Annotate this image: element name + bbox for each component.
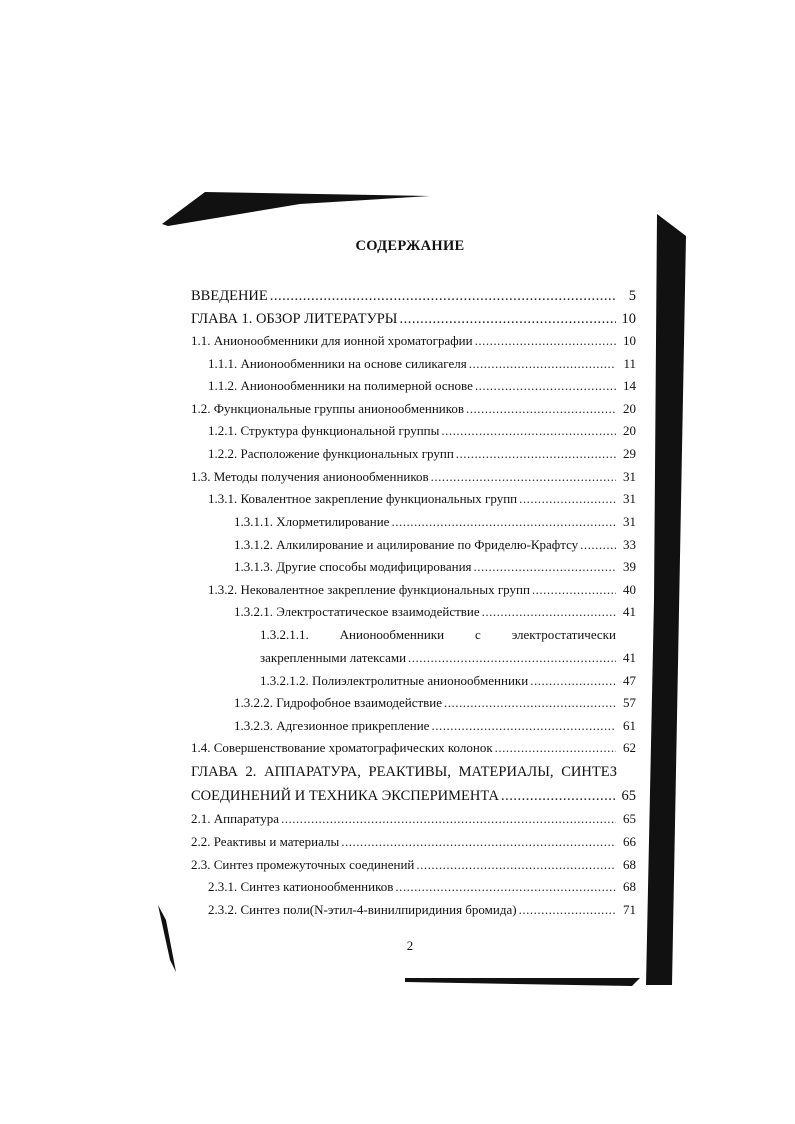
toc-entry-page: 68 xyxy=(623,879,636,894)
left-scan-shadow xyxy=(158,905,176,972)
toc-dot-leader xyxy=(495,738,616,758)
toc-entry-title: 1.3.1.1. Хлорметилирование xyxy=(234,514,390,529)
toc-entry-page: 31 xyxy=(623,469,636,484)
toc-entry-title: 1.3.1.2. Алкилирование и ацилирование по Фриделю-Крафтсу xyxy=(234,537,579,552)
toc-dot-leader xyxy=(391,512,616,532)
toc-entry-page: 41 xyxy=(623,604,636,619)
toc-entry-title: 1.2.1. Структура функциональной группы xyxy=(208,423,440,438)
toc-entry[interactable] xyxy=(234,557,636,577)
toc-entry[interactable] xyxy=(234,512,636,532)
toc-entry-wrapped-line[interactable] xyxy=(191,762,617,782)
toc-entry-page: 66 xyxy=(623,834,636,849)
toc-dot-leader xyxy=(519,900,616,920)
toc-dot-leader xyxy=(532,580,616,600)
toc-dot-leader xyxy=(431,716,616,736)
toc-entry-title: 1.1.1. Анионообменники на основе силикагеля xyxy=(208,356,467,371)
toc-dot-leader xyxy=(416,855,616,875)
toc-entry-page: 10 xyxy=(623,333,636,348)
toc-entry-page: 40 xyxy=(623,582,636,597)
toc-dot-leader xyxy=(469,354,616,374)
toc-word: РЕАКТИВЫ, xyxy=(368,764,451,780)
toc-dot-leader xyxy=(408,648,616,668)
toc-word: электростатически xyxy=(511,627,616,642)
toc-entry-title: 2.3. Синтез промежуточных соединений xyxy=(191,857,415,872)
toc-entry-title: 1.3.2.1.2. Полиэлектролитные анионообменники xyxy=(260,673,529,688)
toc-entry-page: 31 xyxy=(623,491,636,506)
toc-entry-page: 71 xyxy=(623,902,636,917)
toc-entry[interactable] xyxy=(191,786,636,806)
toc-entry[interactable] xyxy=(234,602,636,622)
toc-entry-title: 2.3.2. Синтез поли(N-этил-4-винилпиридиния бромида) xyxy=(208,902,517,917)
top-left-scan-shadow xyxy=(162,192,430,226)
toc-entry[interactable] xyxy=(234,716,636,736)
toc-dot-leader xyxy=(475,331,616,351)
toc-entry[interactable] xyxy=(234,693,636,713)
toc-entry-title: 1.3.2.1. Электростатическое взаимодействие xyxy=(234,604,480,619)
toc-entry[interactable] xyxy=(208,354,636,374)
toc-entry-title: 1.3. Методы получения анионообменников xyxy=(191,469,429,484)
toc-dot-leader xyxy=(444,693,616,713)
toc-entry[interactable] xyxy=(191,855,636,875)
toc-entry[interactable] xyxy=(191,738,636,758)
toc-dot-leader xyxy=(281,809,616,829)
toc-entry[interactable] xyxy=(208,376,636,396)
toc-entry-page: 20 xyxy=(623,423,636,438)
toc-entry-title: 2.1. Аппаратура xyxy=(191,811,280,826)
toc-word: Анионообменники xyxy=(339,627,445,642)
toc-dot-leader xyxy=(474,557,616,577)
toc-entry-page: 11 xyxy=(623,356,636,371)
toc-entry-title: 1.1.2. Анионообменники на полимерной основе xyxy=(208,378,473,393)
toc-entry[interactable] xyxy=(191,309,636,329)
toc-dot-leader xyxy=(441,421,616,441)
toc-entry[interactable] xyxy=(191,832,636,852)
bottom-scan-shadow xyxy=(405,978,640,986)
toc-entry-page: 10 xyxy=(621,311,636,327)
right-scan-shadow xyxy=(646,214,686,985)
toc-entry[interactable] xyxy=(191,331,636,351)
toc-word: ГЛАВА xyxy=(191,764,238,780)
toc-entry-page: 39 xyxy=(623,559,636,574)
toc-dot-leader xyxy=(399,309,616,329)
page-number: 2 xyxy=(406,938,414,953)
toc-dot-leader xyxy=(482,602,616,622)
toc-dot-leader xyxy=(431,467,616,487)
toc-entry-page: 29 xyxy=(623,446,636,461)
toc-entry-page: 57 xyxy=(623,695,636,710)
toc-dot-leader xyxy=(530,671,616,691)
toc-entry-title: ВВЕДЕНИЕ xyxy=(191,288,268,304)
toc-entry-page: 61 xyxy=(623,718,636,733)
toc-dot-leader xyxy=(341,832,616,852)
toc-entry[interactable] xyxy=(191,399,636,419)
toc-entry[interactable] xyxy=(234,535,636,555)
toc-entry[interactable] xyxy=(208,580,636,600)
toc-entry[interactable] xyxy=(191,467,636,487)
toc-entry[interactable] xyxy=(208,421,636,441)
toc-dot-leader xyxy=(519,489,616,509)
toc-entry-title: 1.3.2.2. Гидрофобное взаимодействие xyxy=(234,695,443,710)
toc-dot-leader xyxy=(580,535,616,555)
toc-word: АППАРАТУРА, xyxy=(264,764,361,780)
toc-entry[interactable] xyxy=(208,444,636,464)
toc-entry-title: 1.3.1.3. Другие способы модифицирования xyxy=(234,559,472,574)
toc-word: с xyxy=(474,627,481,642)
toc-entry-page: 20 xyxy=(623,401,636,416)
toc-entry-title: 1.3.2.3. Адгезионное прикрепление xyxy=(234,718,430,733)
toc-entry[interactable] xyxy=(208,877,636,897)
toc-entry-page: 62 xyxy=(623,740,636,755)
toc-entry[interactable] xyxy=(191,286,636,306)
toc-entry-title: закрепленными латексами xyxy=(260,650,407,665)
toc-dot-leader xyxy=(475,376,616,396)
toc-entry[interactable] xyxy=(208,900,636,920)
toc-entry-title: СОЕДИНЕНИЙ И ТЕХНИКА ЭКСПЕРИМЕНТА xyxy=(191,788,499,804)
toc-entry-page: 5 xyxy=(628,288,636,304)
toc-entry-title: 1.2. Функциональные группы анионообменников xyxy=(191,401,465,416)
toc-entry-title: 2.3.1. Синтез катионообменников xyxy=(208,879,394,894)
toc-dot-leader xyxy=(501,786,616,806)
toc-entry-page: 65 xyxy=(621,788,636,804)
toc-entry-page: 41 xyxy=(623,650,636,665)
toc-word: 2. xyxy=(245,764,257,780)
toc-entry-title: 1.4. Совершенствование хроматографических колонок xyxy=(191,740,493,755)
toc-word: МАТЕРИАЛЫ, xyxy=(458,764,554,780)
toc-entry-wrapped-line[interactable] xyxy=(260,625,616,645)
toc-dot-leader xyxy=(466,399,616,419)
toc-heading: СОДЕРЖАНИЕ xyxy=(355,238,465,254)
toc-entry[interactable] xyxy=(208,489,636,509)
toc-entry-title: 1.3.2. Нековалентное закрепление функциональных групп xyxy=(208,582,530,597)
toc-entry-page: 14 xyxy=(623,378,636,393)
toc-entry-page: 33 xyxy=(623,537,636,552)
toc-entry-title: 2.2. Реактивы и материалы xyxy=(191,834,340,849)
toc-entry-title: 1.3.1. Ковалентное закрепление функциональных групп xyxy=(208,491,518,506)
toc-entry[interactable] xyxy=(260,671,636,691)
toc-entry-title: 1.2.2. Расположение функциональных групп xyxy=(208,446,454,461)
toc-entry[interactable] xyxy=(260,648,636,668)
toc-entry-title: ГЛАВА 1. ОБЗОР ЛИТЕРАТУРЫ xyxy=(191,311,398,327)
toc-entry-title: 1.1. Анионообменники для ионной хроматографии xyxy=(191,333,473,348)
toc-entry-page: 68 xyxy=(623,857,636,872)
toc-dot-leader xyxy=(395,877,616,897)
toc-entry-page: 65 xyxy=(623,811,636,826)
toc-dot-leader xyxy=(456,444,616,464)
toc-word: 1.3.2.1.1. xyxy=(260,627,309,642)
toc-entry-page: 31 xyxy=(623,514,636,529)
toc-word: СИНТЕЗ xyxy=(561,764,617,780)
toc-dot-leader xyxy=(270,286,616,306)
toc-entry[interactable] xyxy=(191,809,636,829)
toc-entry-page: 47 xyxy=(623,673,636,688)
